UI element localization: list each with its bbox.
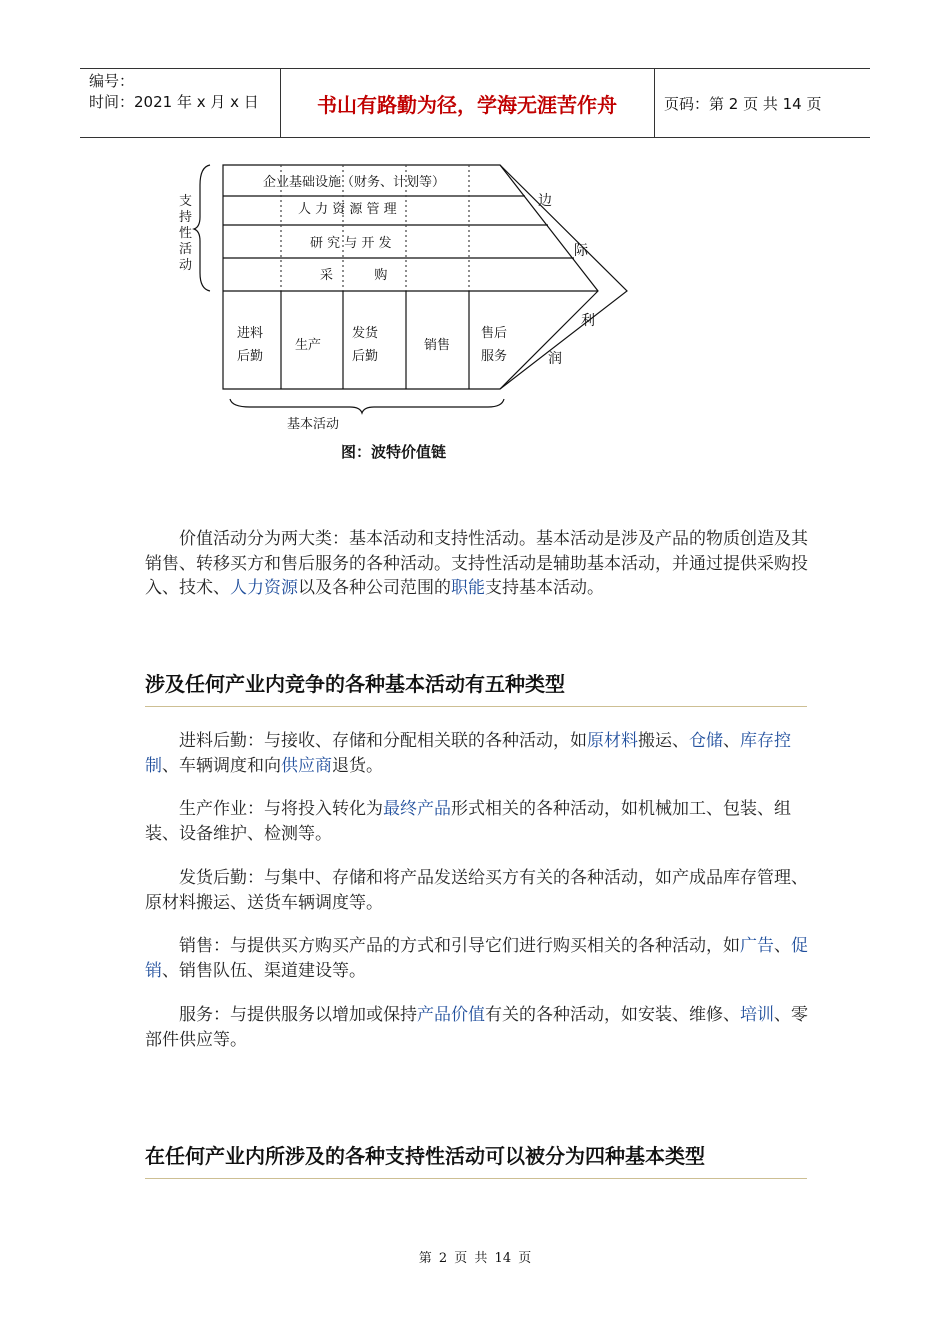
text: 、零部件供应等。 <box>145 1005 808 1050</box>
header-divider <box>654 69 655 137</box>
text: 退货。 <box>332 755 383 776</box>
link-functions[interactable]: 职能 <box>451 578 485 598</box>
section-heading-primary: 涉及任何产业内竞争的各种基本活动有五种类型 <box>145 672 565 696</box>
support-row-procurement: 采 购 <box>320 268 388 283</box>
page-header <box>80 68 870 138</box>
intro-paragraph <box>145 527 810 601</box>
link-final-product[interactable]: 最终产品 <box>383 799 451 819</box>
primary-brace <box>230 399 504 413</box>
support-label-char: 活 <box>179 242 193 257</box>
support-label-char: 支 <box>179 194 193 209</box>
text: 搬运、 <box>638 731 689 751</box>
margin-char: 润 <box>548 351 562 367</box>
section-heading-support: 在任何产业内所涉及的各种支持性活动可以被分为四种基本类型 <box>145 1144 705 1168</box>
margin-char: 际 <box>574 243 588 259</box>
primary-cell-inbound: 后勤 <box>237 349 264 364</box>
support-label <box>179 193 192 273</box>
text: 以及各种公司范围的 <box>298 578 451 598</box>
primary-cell-service: 售后 <box>481 326 508 341</box>
primary-cell-outbound: 发货 <box>352 326 379 341</box>
text: 、 <box>774 936 791 956</box>
link-warehousing[interactable]: 仓储 <box>689 731 723 751</box>
text: 、销售队伍、渠道建设等。 <box>162 960 366 981</box>
text: 生产作业：与将投入转化为 <box>179 799 383 819</box>
text: 形式相关的各种活动，如机械加工、包装、组装、设备维护、检测等。 <box>145 799 791 844</box>
primary-cell-inbound: 进料 <box>237 326 264 341</box>
text: 、 <box>723 731 740 751</box>
text: 发货后勤：与集中、存储和将产品发送给买方有关的各种活动，如产成品库存管理、原材料搬运、送货车辆调度等。 <box>145 868 808 913</box>
link-raw-materials[interactable]: 原材料 <box>587 731 638 751</box>
primary-cell-sales: 销售 <box>424 338 451 353</box>
time-label: 时间：2021 年 x 月 x 日 <box>89 93 259 111</box>
text: 有关的各种活动，如安装、维修、 <box>485 1005 740 1025</box>
margin-char: 利 <box>581 313 595 329</box>
text: 进料后勤：与接收、存储和分配相关联的各种活动，如 <box>179 731 587 751</box>
header-meta <box>89 71 259 113</box>
paragraph-outbound-logistics <box>145 866 810 915</box>
paragraph-sales <box>145 934 810 983</box>
paragraph-service <box>145 1003 810 1052</box>
text: 价值活动分为两大类：基本活动和支持性活动。基本活动是涉及产品的物质创造及其销售、转移买方和售后服务的各种活动。支持性活动是辅助基本活动，并通过提供采购投入、技术、 <box>145 529 808 598</box>
primary-cell-outbound: 后勤 <box>352 349 379 364</box>
link-promotion[interactable]: 促销 <box>145 936 808 981</box>
text: 服务：与提供服务以增加或保持 <box>179 1005 417 1025</box>
text: 支持基本活动。 <box>485 578 604 598</box>
link-product-value[interactable]: 产品价值 <box>417 1005 485 1025</box>
value-chain-diagram <box>170 155 640 470</box>
support-label-char: 性 <box>179 226 193 241</box>
heading-rule <box>145 1178 807 1179</box>
margin-char: 边 <box>538 193 552 209</box>
primary-label: 基本活动 <box>287 417 340 432</box>
support-row-infrastructure: 企业基础设施（财务、计划等） <box>263 175 446 190</box>
support-brace <box>194 165 210 291</box>
support-row-rnd: 研 究 与 开 发 <box>310 236 392 251</box>
heading-rule <box>145 706 807 707</box>
number-label: 编号： <box>89 72 135 90</box>
diagram-caption: 图：波特价值链 <box>340 443 446 461</box>
primary-cell-operations: 生产 <box>295 338 322 353</box>
link-human-resources[interactable]: 人力资源 <box>230 578 298 598</box>
paragraph-operations <box>145 797 810 846</box>
support-label-char: 动 <box>179 258 193 273</box>
paragraph-inbound-logistics <box>145 729 810 778</box>
link-training[interactable]: 培训 <box>740 1005 774 1025</box>
primary-cell-service: 服务 <box>481 349 508 364</box>
text: 销售：与提供买方购买产品的方式和引导它们进行购买相关的各种活动，如 <box>179 936 740 956</box>
header-page-info: 页码：第 2 页 共 14 页 <box>664 94 822 113</box>
header-motto: 书山有路勤为径，学海无涯苦作舟 <box>317 92 617 117</box>
support-label-char: 持 <box>179 210 193 225</box>
page-footer: 第 2 页 共 14 页 <box>418 1251 532 1266</box>
link-inventory-control[interactable]: 库存控制 <box>145 731 791 776</box>
link-suppliers[interactable]: 供应商 <box>281 755 332 776</box>
link-advertising[interactable]: 广告 <box>740 936 774 956</box>
value-chain-outline <box>223 165 627 389</box>
text: 、车辆调度和向 <box>162 755 281 776</box>
support-row-hr: 人 力 资 源 管 理 <box>298 202 397 217</box>
